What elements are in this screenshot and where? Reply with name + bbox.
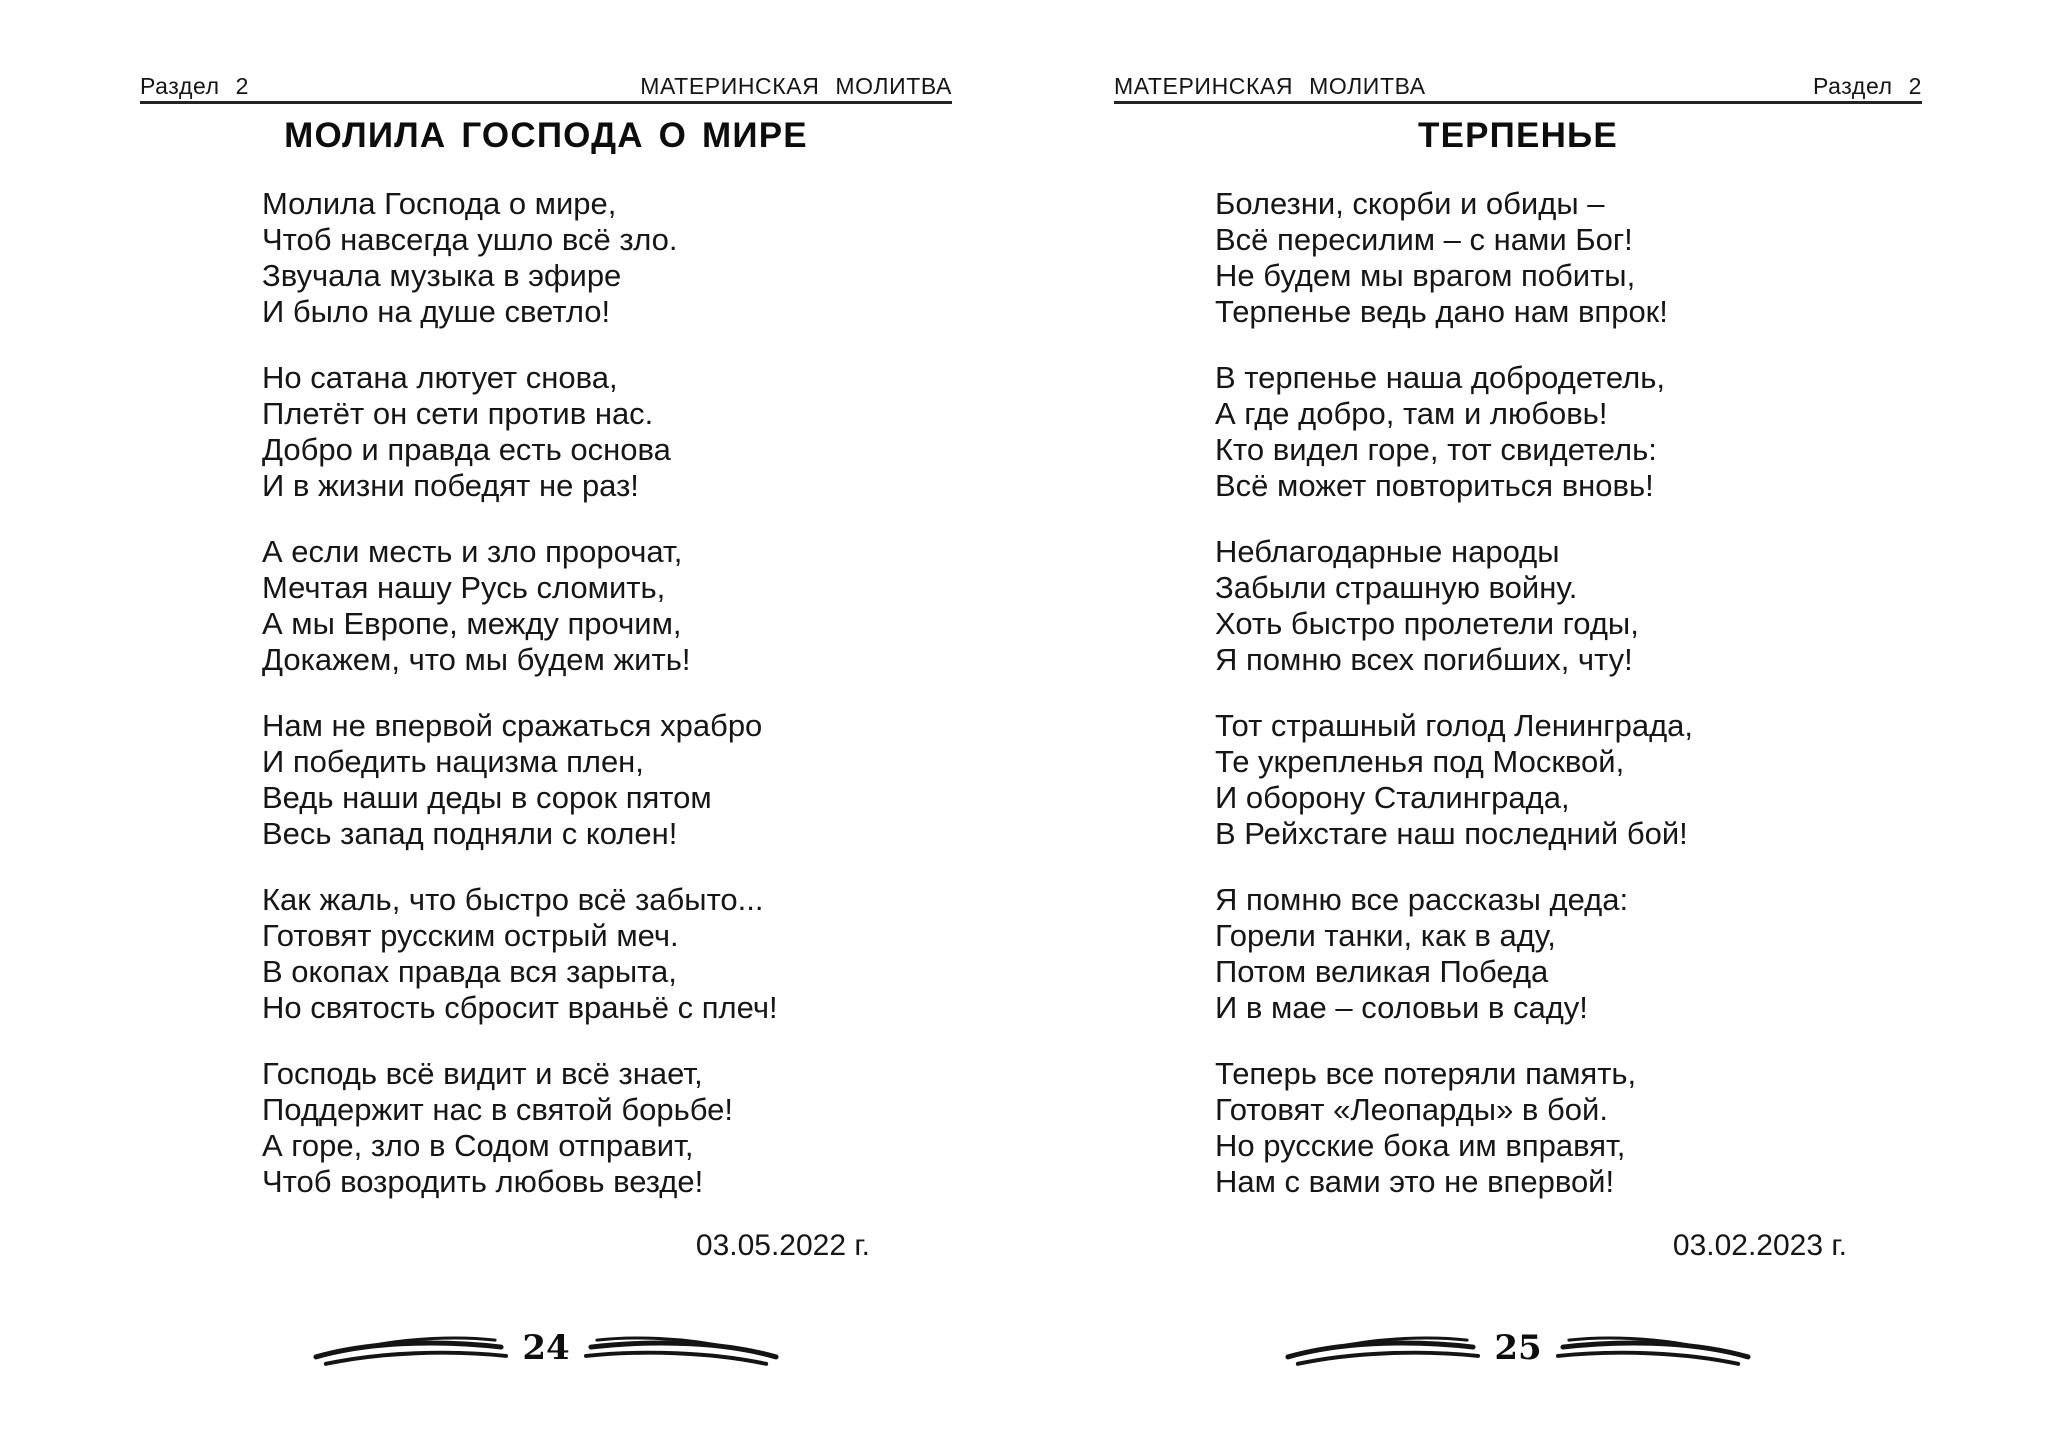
stanza	[262, 882, 778, 1026]
poem-line: Как жаль, что быстро всё забыто...	[262, 882, 764, 917]
poem-line: Но святость сбросит враньё с плеч!	[262, 990, 778, 1025]
poem-line: Плетёт он сети против нас.	[262, 396, 654, 431]
stanza	[1215, 1056, 1693, 1200]
poem-line: Всё пересилим – с нами Бог!	[1215, 222, 1633, 257]
running-head-book-title: МАТЕРИНСКАЯ МОЛИТВА	[1114, 73, 1426, 99]
poem-body	[262, 186, 778, 1230]
flourish-left-icon	[1282, 1330, 1480, 1372]
stanza	[262, 708, 778, 852]
poem-line: Ведь наши деды в сорок пятом	[262, 780, 712, 815]
poem-line: И оборону Сталинграда,	[1215, 780, 1570, 815]
poem-line: Готовят русским острый меч.	[262, 918, 679, 953]
poem-line: Я помню все рассказы деда:	[1215, 882, 1629, 917]
running-header	[1114, 73, 1922, 100]
poem-line: Болезни, скорби и обиды –	[1215, 186, 1605, 221]
poem-line: Нам с вами это не впервой!	[1215, 1164, 1615, 1199]
poem-line: Те укрепленья под Москвой,	[1215, 744, 1625, 779]
poem-line: Добро и правда есть основа	[262, 432, 671, 467]
poem-date: 03.02.2023 г.	[1672, 1229, 1847, 1262]
running-head-section: Раздел 2	[1812, 73, 1922, 99]
page-number: 25	[1494, 1328, 1542, 1368]
running-header	[140, 73, 952, 100]
poem-line: Поддержит нас в святой борьбе!	[262, 1092, 733, 1127]
poem-line: Готовят «Леопарды» в бой.	[1215, 1092, 1608, 1127]
poem-title: МОЛИЛА ГОСПОДА О МИРЕ	[284, 116, 808, 155]
running-head-book-title: МАТЕРИНСКАЯ МОЛИТВА	[640, 73, 952, 99]
poem-line: Всё может повториться вновь!	[1215, 468, 1654, 503]
poem-line: Не будем мы врагом побиты,	[1215, 258, 1636, 293]
page-25	[1114, 0, 1922, 1454]
poem-line: Чтоб возродить любовь везде!	[262, 1164, 704, 1199]
stanza	[262, 1056, 778, 1200]
poem-line: Терпенье ведь дано нам впрок!	[1215, 294, 1668, 329]
page-number: 24	[522, 1328, 570, 1368]
poem-line: И победить нацизма плен,	[262, 744, 644, 779]
poem-line: И было на душе светло!	[262, 294, 611, 329]
poem-line: Молила Господа о мире,	[262, 186, 617, 221]
poem-line: Но русские бока им вправят,	[1215, 1128, 1626, 1163]
page-footer	[140, 1330, 952, 1372]
poem-line: Тот страшный голод Ленинграда,	[1215, 708, 1694, 743]
poem-line: Звучала музыка в эфире	[262, 258, 622, 293]
poem-line: Я помню всех погибших, чту!	[1215, 642, 1633, 677]
poem-line: Господь всё видит и всё знает,	[262, 1056, 703, 1091]
poem-line: Докажем, что мы будем жить!	[262, 642, 691, 677]
flourish-left-icon	[310, 1330, 508, 1372]
poem-line: В окопах правда вся зарыта,	[262, 954, 677, 989]
poem-line: Забыли страшную войну.	[1215, 570, 1578, 605]
poem-line: Нам не впервой сражаться храбро	[262, 708, 763, 743]
poem-line: И в мае – соловьи в саду!	[1215, 990, 1588, 1025]
stanza	[1215, 708, 1693, 852]
poem-line: А где добро, там и любовь!	[1215, 396, 1608, 431]
stanza	[262, 360, 778, 504]
poem-line: В терпенье наша добродетель,	[1215, 360, 1665, 395]
running-head-section: Раздел 2	[140, 73, 250, 99]
poem-line: Весь запад подняли с колен!	[262, 816, 678, 851]
poem-line: А горе, зло в Содом отправит,	[262, 1128, 694, 1163]
poem-line: И в жизни победят не раз!	[262, 468, 639, 503]
header-rule	[140, 101, 952, 104]
header-rule	[1114, 101, 1922, 104]
poem-line: Кто видел горе, тот свидетель:	[1215, 432, 1657, 467]
poem-body	[1215, 186, 1693, 1230]
page-footer	[1114, 1330, 1922, 1372]
stanza	[1215, 534, 1693, 678]
poem-title: ТЕРПЕНЬЕ	[1418, 116, 1618, 155]
page-24	[140, 0, 952, 1454]
poem-line: Неблагодарные народы	[1215, 534, 1560, 569]
poem-line: Чтоб навсегда ушло всё зло.	[262, 222, 678, 257]
poem-line: Потом великая Победа	[1215, 954, 1549, 989]
poem-line: А если месть и зло пророчат,	[262, 534, 683, 569]
poem-line: Хоть быстро пролетели годы,	[1215, 606, 1639, 641]
poem-line: Но сатана лютует снова,	[262, 360, 618, 395]
stanza	[262, 186, 778, 330]
flourish-right-icon	[1556, 1330, 1754, 1372]
stanza	[1215, 882, 1693, 1026]
poem-date: 03.05.2022 г.	[695, 1229, 870, 1262]
poem-line: В Рейхстаге наш последний бой!	[1215, 816, 1688, 851]
stanza	[1215, 186, 1693, 330]
poem-line: Теперь все потеряли память,	[1215, 1056, 1637, 1091]
poem-line: Мечтая нашу Русь сломить,	[262, 570, 666, 605]
stanza	[262, 534, 778, 678]
poem-line: А мы Европе, между прочим,	[262, 606, 682, 641]
poem-line: Горели танки, как в аду,	[1215, 918, 1556, 953]
flourish-right-icon	[584, 1330, 782, 1372]
stanza	[1215, 360, 1693, 504]
